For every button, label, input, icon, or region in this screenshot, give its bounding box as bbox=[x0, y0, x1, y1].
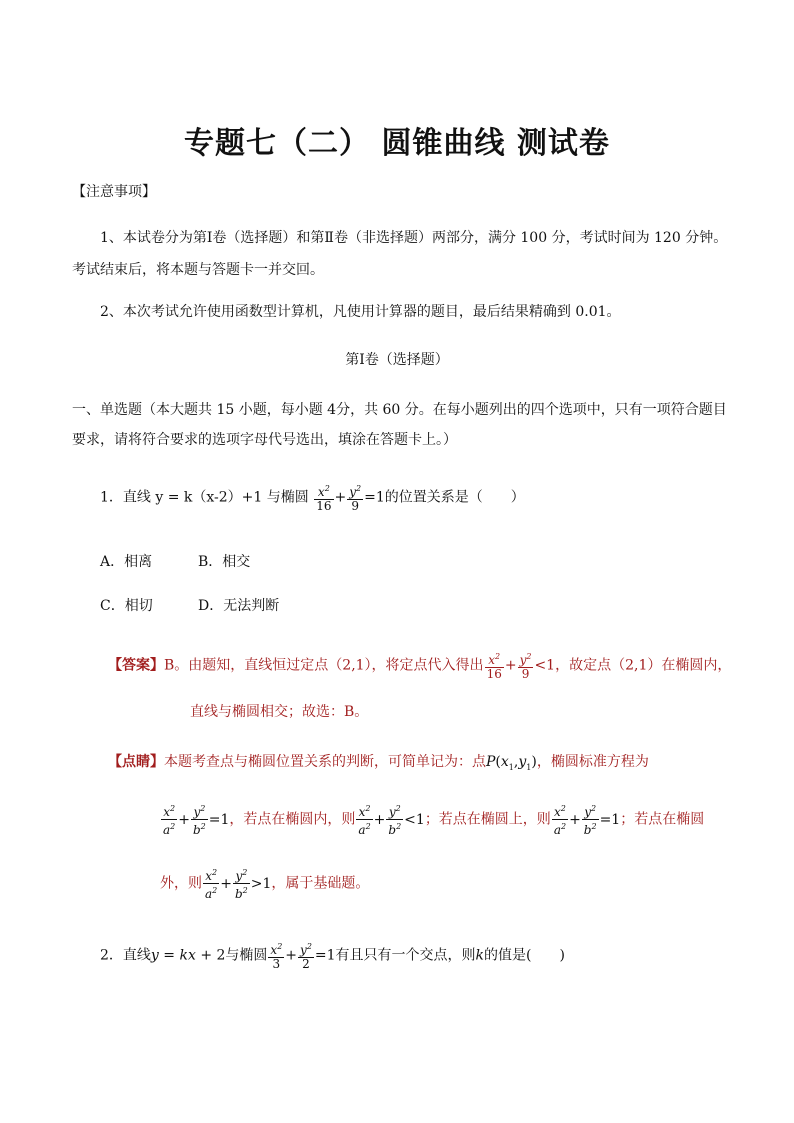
comment-text-c: ，若点在椭圆内，则 bbox=[229, 811, 356, 828]
fraction-x2-16-answer: $\frac{x^2}{16}$ bbox=[486, 652, 502, 681]
answer-text-b: ，故定点（2,1）在椭圆内， bbox=[555, 657, 732, 674]
option-b: B．相交 bbox=[198, 554, 251, 570]
fraction-y2-b2-3: $\frac{y^2}{b^2}$ bbox=[583, 804, 597, 837]
answer-text-c: 直线与椭圆相交；故选：B。 bbox=[190, 704, 369, 720]
question-2-prefix: 2．直线 bbox=[100, 947, 151, 964]
fraction-x2-3: $\frac{x^2}{3}$ bbox=[270, 942, 283, 971]
comment-line-3: 外，则 $\frac{x^2}{a^2}$ + $\frac{y^2}{b^2}$ >1，属于基础题。 bbox=[160, 868, 370, 901]
part1-line-b: 要求，请将符合要求的选项字母代号选出，填涂在答题卡上。） bbox=[72, 432, 457, 448]
question-2-suffix: 有且只有一个交点，则 bbox=[335, 947, 476, 964]
fraction-x2-16: $\frac{x^2}{16}$ bbox=[316, 484, 332, 513]
fraction-y2-9: $\frac{y^2}{9}$ bbox=[349, 484, 362, 513]
question-2-middle: 与椭圆 bbox=[225, 947, 268, 964]
question-1-suffix: 的位置关系是（ ） bbox=[384, 489, 525, 506]
comment-text-g: ，属于基础题。 bbox=[271, 875, 370, 892]
fraction-y2-9-answer: $\frac{y^2}{9}$ bbox=[519, 652, 532, 681]
question-1: 1．直线 y = k（x-2）+1 与椭圆 $\frac{x^2}{16}$ + $\frac{y^2}{9}$ =1的位置关系是（ ） bbox=[100, 484, 525, 513]
option-c: C．相切 bbox=[100, 598, 153, 614]
comment-text-a: 本题考查点与椭圆位置关系的判断，可简单记为：点 bbox=[164, 754, 486, 770]
comment-tag: 【点睛】 bbox=[108, 754, 164, 770]
question-1-prefix: 1．直线 y = k（x-2）+1 与椭圆 bbox=[100, 489, 309, 506]
page-title: 专题七（二） 圆锥曲线 测试卷 bbox=[184, 126, 610, 161]
comment-text-e: ；若点在椭圆 bbox=[620, 811, 705, 828]
variable-k: k bbox=[475, 947, 485, 964]
notice-item-2: 2、本次考试允许使用函数型计算机，凡使用计算器的题目，最后结果精确到 0.01。 bbox=[100, 304, 621, 320]
fraction-x2-a2-3: $\frac{x^2}{a^2}$ bbox=[553, 804, 567, 837]
fraction-y2-b2-1: $\frac{y^2}{b^2}$ bbox=[192, 804, 206, 837]
fraction-x2-a2-1: $\frac{x^2}{a^2}$ bbox=[163, 804, 176, 837]
comment-text-d: ；若点在椭圆上，则 bbox=[424, 811, 551, 828]
comment-text-b: ，椭圆标准方程为 bbox=[536, 754, 649, 770]
comment-block bbox=[108, 752, 649, 778]
comment-text-f: 外，则 bbox=[160, 875, 202, 892]
question-2: 2．直线y = kx + 2与椭圆 $\frac{x^2}{3}$ + $\frac{y^2}{2}$ =1有且只有一个交点，则k的值是( ) bbox=[100, 942, 565, 971]
answer-block: 【答案】B。由题知，直线恒过定点（2,1），将定点代入得出 $\frac{x^2}{16}$ + $\frac{y^2}{9}$ <1，故定点（2,1）在椭圆内， bbox=[108, 652, 732, 681]
comment-line-2: $\frac{x^2}{a^2}$ + $\frac{y^2}{b^2}$ =1，若点在椭圆内，则 $\frac{x^2}{a^2}$ + $\frac{y^2}{b^2}$ <1；若点在椭圆上，则 $\frac{x^2}{a^2}$ + $\frac{y^2}{b^2}$ =1；若点在椭圆 bbox=[163, 804, 705, 837]
answer-tag: 【答案】 bbox=[108, 657, 164, 674]
section-title: 第Ⅰ卷（选择题） bbox=[345, 352, 449, 368]
notice-item-1a: 1、本试卷分为第Ⅰ卷（选择题）和第Ⅱ卷（非选择题）两部分，满分 100 分，考试时间为 120 分钟。 bbox=[100, 230, 728, 246]
notice-item-1b: 考试结束后，将本题与答题卡一并交回。 bbox=[72, 262, 324, 278]
point-p-math: $P(x_1,y_1)$ bbox=[486, 754, 537, 772]
fraction-y2-b2-4: $\frac{y^2}{b^2}$ bbox=[234, 868, 248, 901]
fraction-x2-a2-4: $\frac{x^2}{a^2}$ bbox=[205, 868, 218, 901]
answer-text-a: B。由题知，直线恒过定点（2,1），将定点代入得出 bbox=[164, 657, 484, 674]
option-d: D．无法判断 bbox=[198, 598, 280, 614]
line-equation-math: y = kx + 2 bbox=[150, 947, 226, 964]
fraction-y2-b2-2: $\frac{y^2}{b^2}$ bbox=[388, 804, 402, 837]
option-a: A．相离 bbox=[100, 554, 153, 570]
question-2-suffix2: 的值是( ) bbox=[484, 947, 565, 964]
fraction-x2-a2-2: $\frac{x^2}{a^2}$ bbox=[358, 804, 371, 837]
notice-heading: 【注意事项】 bbox=[72, 184, 156, 200]
part1-line-a: 一、单选题（本大题共 15 小题，每小题 4分，共 60 分。在每小题列出的四个选项中，只有一项符合题目 bbox=[72, 402, 727, 418]
fraction-y2-2: $\frac{y^2}{2}$ bbox=[300, 942, 312, 971]
